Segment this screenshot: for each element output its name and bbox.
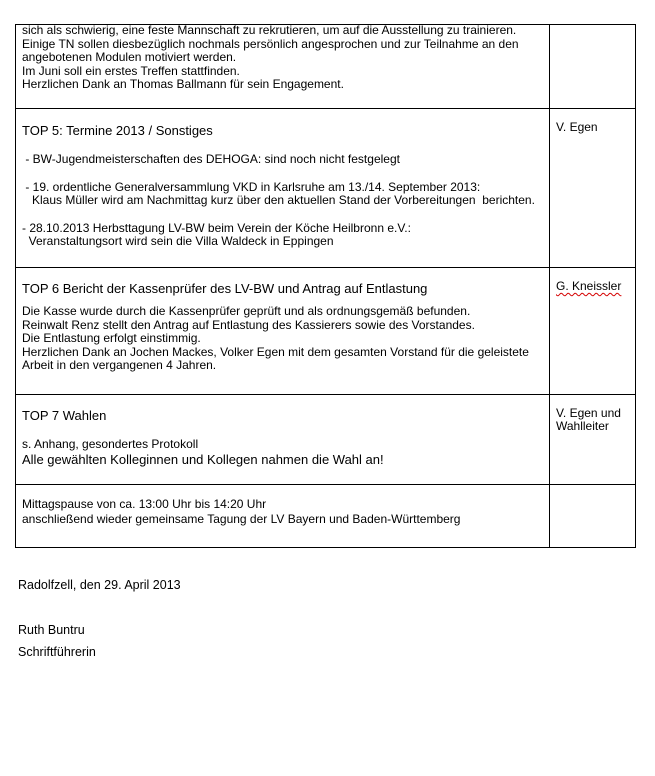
responsible-cell: [550, 25, 636, 109]
table-row: [16, 395, 636, 485]
break-cell: [16, 485, 550, 548]
top6-title: TOP 6 Bericht der Kassenprüfer des LV-BW und Antrag auf Entlastung: [22, 281, 428, 296]
responsible-name: [550, 268, 635, 293]
responsible-cell: [550, 268, 636, 395]
responsible-name-text: G. Kneissler: [556, 279, 622, 293]
top7-note: s. Anhang, gesondertes Protokoll: [22, 437, 199, 451]
top5-item: Veranstaltungsort wird sein die Villa Waldeck in Eppingen: [22, 234, 334, 249]
responsible-cell: [550, 485, 636, 548]
responsible-cell: [550, 109, 636, 268]
text-line: Im Juni soll ein erstes Treffen stattfinden.: [22, 63, 240, 78]
text-line: Einige TN sollen diesbezüglich nochmals persönlich angesprochen und zur Teilnahme an den: [22, 36, 519, 51]
author-name: Ruth Buntru: [18, 623, 85, 637]
top5-item: - 19. ordentliche Generalversammlung VKD in Karlsruhe am 13./14. September 2013:: [22, 179, 481, 194]
text-line: angebotenen Modulen motiviert werden.: [22, 50, 237, 65]
author-role: Schriftführerin: [18, 645, 96, 659]
top6-cell: [16, 268, 550, 395]
table-row: [16, 485, 636, 548]
top5-item: - BW-Jugendmeisterschaften des DEHOGA: sind noch nicht festgelegt: [22, 152, 400, 166]
break-line: Mittagspause von ca. 13:00 Uhr bis 14:20 Uhr: [22, 497, 267, 511]
text-line: Reinwalt Renz stellt den Antrag auf Entlastung des Kassierers sowie des Vorstandes.: [22, 317, 475, 332]
top5-cell: [16, 109, 550, 268]
top5-item: - 28.10.2013 Herbsttagung LV-BW beim Verein der Köche Heilbronn e.V.:: [22, 220, 411, 235]
table-row: [16, 109, 636, 268]
text-line: sich als schwierig, eine feste Mannschaft zu rekrutieren, um auf die Ausstellung zu trainieren.: [22, 23, 517, 37]
text-line: Die Entlastung erfolgt einstimmig.: [22, 331, 201, 346]
table-row: [16, 268, 636, 395]
responsible-cell: [550, 395, 636, 485]
responsible-line: V. Egen und: [556, 406, 621, 420]
text-line: Herzlichen Dank an Thomas Ballmann für sein Engagement.: [22, 77, 344, 92]
text-line: Arbeit in den vergangenen 4 Jahren.: [22, 358, 217, 373]
responsible-name: V. Egen: [556, 120, 598, 134]
top7-cell: [16, 395, 550, 485]
continuation-cell: [16, 25, 550, 109]
text-line: Herzlichen Dank an Jochen Mackes, Volker Egen mit dem gesamten Vorstand für die geleistete: [22, 344, 529, 359]
responsible-line: Wahlleiter: [556, 419, 609, 433]
place-date: Radolfzell, den 29. April 2013: [18, 578, 181, 592]
top7-title: TOP 7 Wahlen: [22, 408, 107, 423]
table-row: [16, 25, 636, 109]
text-line: Die Kasse wurde durch die Kassenprüfer geprüft und als ordnungsgemäß befunden.: [22, 304, 471, 318]
minutes-table: [15, 24, 636, 548]
top5-item: Klaus Müller wird am Nachmittag kurz über den aktuellen Stand der Vorbereitungen berichten.: [22, 193, 535, 208]
top5-title: TOP 5: Termine 2013 / Sonstiges: [22, 123, 213, 138]
break-line: anschließend wieder gemeinsame Tagung der LV Bayern und Baden-Württemberg: [22, 512, 461, 526]
top7-result: Alle gewählten Kolleginnen und Kollegen nahmen die Wahl an!: [22, 451, 384, 467]
